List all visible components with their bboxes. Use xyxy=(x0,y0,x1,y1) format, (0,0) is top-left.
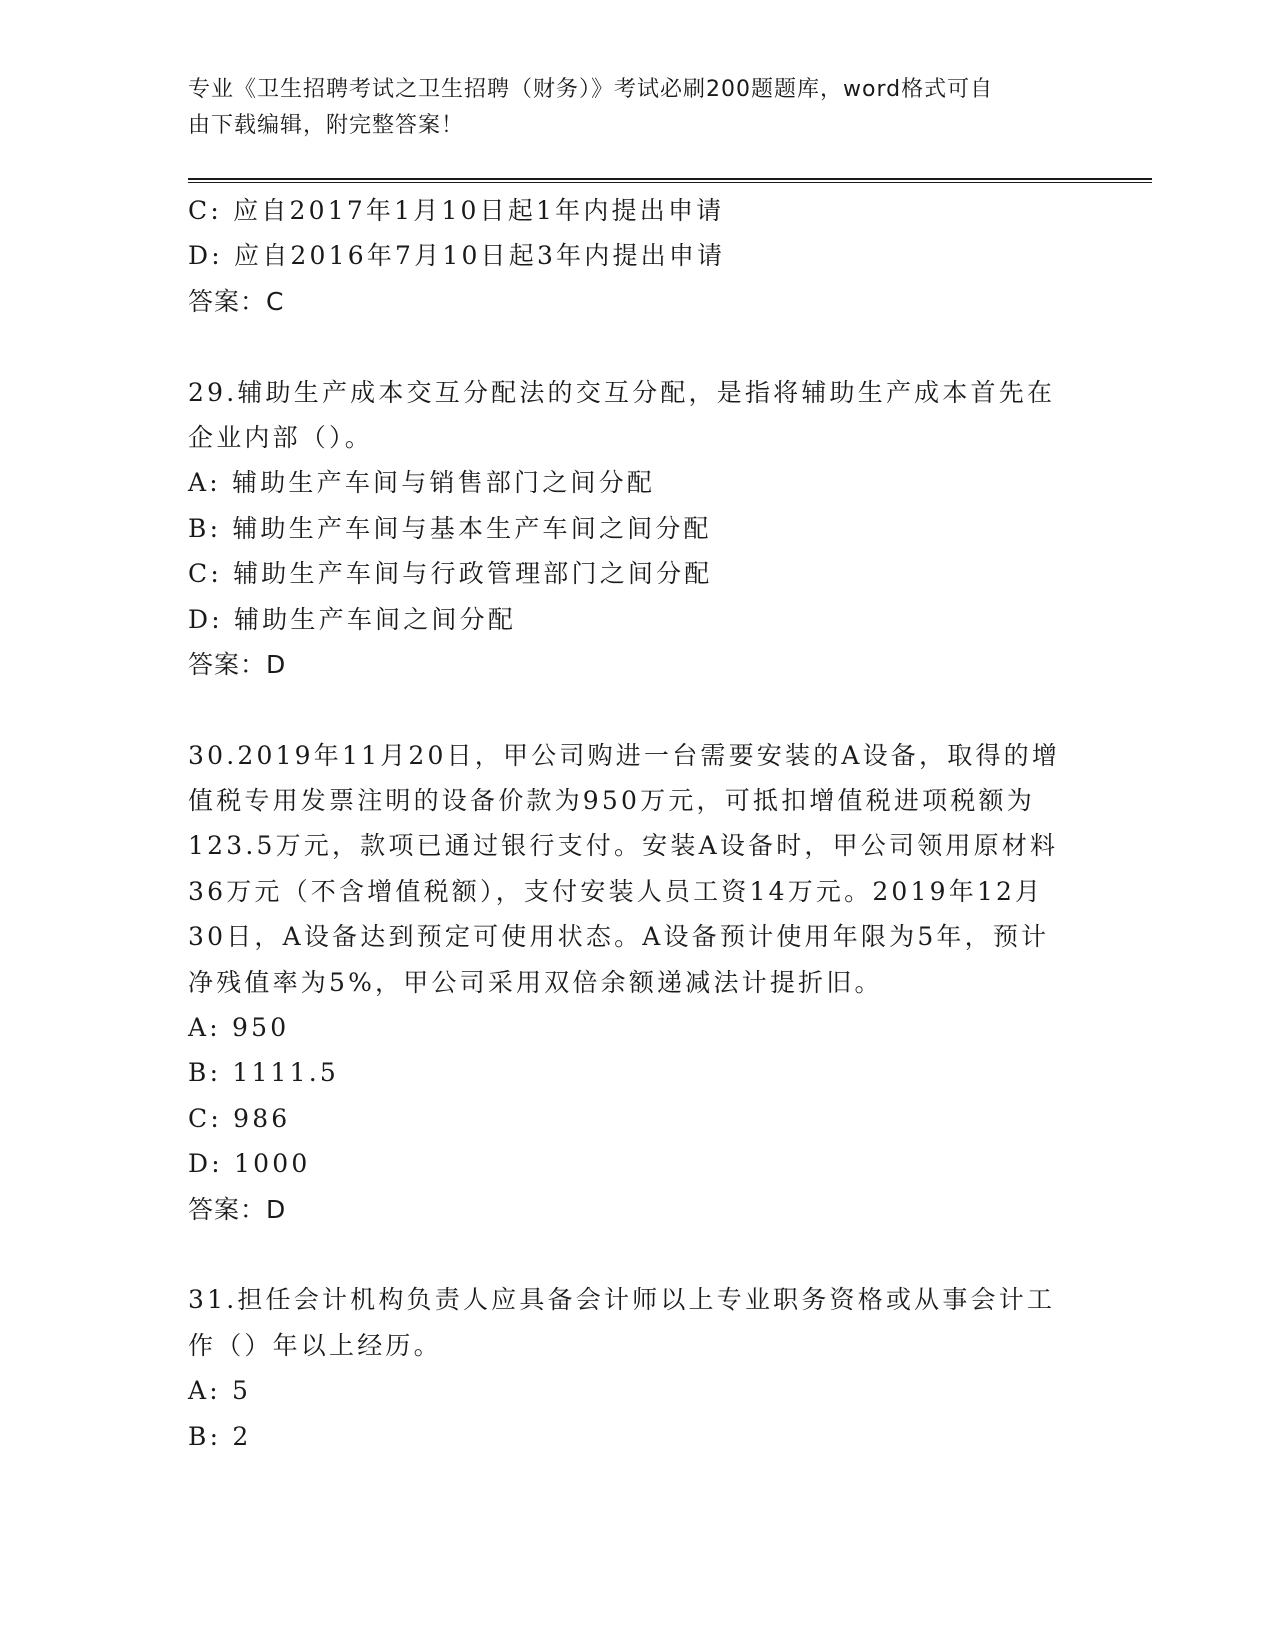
question-31 xyxy=(188,1277,1088,1459)
option-b: B: 辅助生产车间与基本生产车间之间分配 xyxy=(188,513,712,543)
question-stem-line: 123.5万元，款项已通过银行支付。安装A设备时，甲公司领用原材料 xyxy=(188,831,1059,861)
question-stem-line: 31.担任会计机构负责人应具备会计师以上专业职务资格或从事会计工 xyxy=(188,1285,1056,1315)
question-stem-line: 值税专用发票注明的设备价款为950万元，可抵扣增值税进项税额为 xyxy=(188,786,1035,816)
option-d: D: 1000 xyxy=(188,1149,311,1179)
question-stem-line: 30.2019年11月20日，甲公司购进一台需要安装的A设备，取得的增 xyxy=(188,740,1061,770)
answer-line: 答案：C xyxy=(188,286,285,316)
spacer xyxy=(188,687,1088,732)
option-b: B: 2 xyxy=(188,1421,252,1451)
spacer xyxy=(188,1232,1088,1277)
question-stem-line: 36万元（不含增值税额），支付安装人员工资14万元。2019年12月 xyxy=(188,876,1044,906)
question-29 xyxy=(188,370,1088,688)
question-content xyxy=(188,188,1088,1459)
answer-line: 答案：D xyxy=(188,1194,287,1224)
header-rule-thin xyxy=(188,182,1152,183)
question-30 xyxy=(188,733,1088,1232)
option-a: A: 950 xyxy=(188,1013,290,1043)
question-stem-line: 作（）年以上经历。 xyxy=(188,1330,442,1360)
header-line-1: 专业《卫生招聘考试之卫生招聘（财务）》考试必刷200题题库，word格式可自 xyxy=(188,77,994,102)
option-c: C: 应自2017年1月10日起1年内提出申请 xyxy=(188,196,725,225)
document-header xyxy=(188,72,1068,144)
option-c: C: 986 xyxy=(188,1103,291,1133)
question-stem-line: 30日，A设备达到预定可使用状态。A设备预计使用年限为5年，预计 xyxy=(188,922,1050,952)
header-rule-thick xyxy=(188,178,1152,180)
question-stem-line: 企业内部（）。 xyxy=(188,422,373,452)
question-stem-line: 29.辅助生产成本交互分配法的交互分配，是指将辅助生产成本首先在 xyxy=(188,377,1056,407)
question-28-tail xyxy=(188,188,1088,324)
option-d: D: 应自2016年7月10日起3年内提出申请 xyxy=(188,241,726,271)
answer-line: 答案：D xyxy=(188,649,287,679)
option-a: A: 辅助生产车间与销售部门之间分配 xyxy=(188,468,656,498)
option-b: B: 1111.5 xyxy=(188,1058,340,1088)
question-stem-line: 净残值率为5%，甲公司采用双倍余额递减法计提折旧。 xyxy=(188,967,883,997)
header-line-2: 由下载编辑，附完整答案！ xyxy=(188,113,465,138)
option-a: A: 5 xyxy=(188,1376,252,1406)
option-c: C: 辅助生产车间与行政管理部门之间分配 xyxy=(188,559,713,589)
option-d: D: 辅助生产车间之间分配 xyxy=(188,604,517,634)
spacer xyxy=(188,324,1088,369)
